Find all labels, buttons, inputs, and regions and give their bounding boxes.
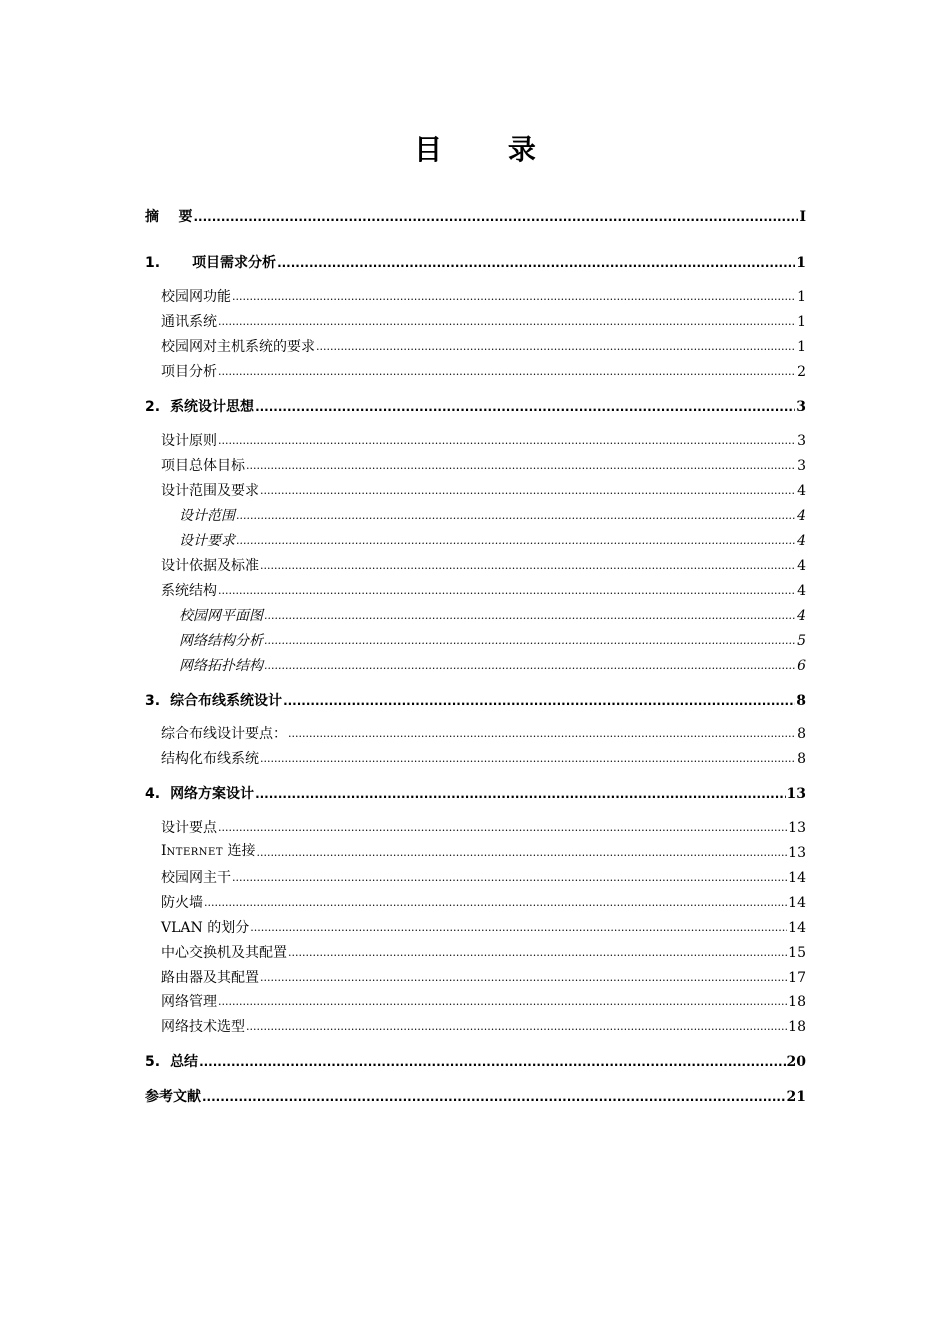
toc-dot-leader: [277, 254, 795, 272]
toc-entry-abstract[interactable]: [145, 204, 806, 226]
toc-entry[interactable]: [161, 553, 806, 575]
toc-page-number: 14: [788, 870, 806, 886]
toc-dot-leader: [236, 507, 796, 525]
toc-page-number: 18: [788, 994, 806, 1010]
toc-dot-leader: [264, 657, 796, 675]
toc-entry-label: 校园网对主机系统的要求: [161, 339, 315, 355]
toc-dot-leader: [199, 1053, 785, 1071]
toc-chapter-number: 2.: [145, 399, 161, 415]
toc-dot-leader: [218, 993, 787, 1011]
toc-entry[interactable]: [161, 428, 806, 450]
toc-dot-leader: [194, 208, 799, 226]
toc-entry-label: VLAN 的划分: [161, 920, 250, 936]
toc-entry[interactable]: [161, 890, 806, 912]
toc-entry-chapter-3[interactable]: [145, 688, 806, 710]
toc-entry[interactable]: [161, 334, 806, 356]
toc-page-number: 17: [788, 970, 806, 986]
toc-entry-label: 网络方案设计: [170, 786, 255, 802]
toc-entry-label: 结构化布线系统: [161, 751, 259, 767]
toc-dot-leader: [236, 532, 796, 550]
toc-page-number: 3: [797, 433, 806, 449]
toc-entry[interactable]: [161, 1014, 806, 1036]
toc-chapter-number: 1.: [145, 255, 161, 271]
toc-page-number: 6: [797, 658, 806, 674]
toc-page-number: 21: [786, 1089, 806, 1105]
toc-entry[interactable]: [161, 284, 806, 306]
toc-entry-label: 设计范围: [179, 508, 235, 524]
toc-subentry[interactable]: [179, 628, 806, 650]
toc-entry[interactable]: [161, 453, 806, 475]
toc-dot-leader: [218, 819, 787, 837]
toc-page-number: 1: [797, 339, 806, 355]
toc-entry[interactable]: [161, 359, 806, 381]
toc-entry-label: 网络结构分析: [179, 633, 263, 649]
toc-entry-chapter-2[interactable]: [145, 394, 806, 416]
toc-dot-leader: [255, 785, 785, 803]
toc-entry-label: 通讯系统: [161, 314, 217, 330]
toc-entry-internet[interactable]: [161, 840, 806, 862]
toc-entry-label: 总结: [170, 1054, 199, 1070]
toc-entry-label: 网络管理: [161, 994, 217, 1010]
toc-dot-leader: [246, 457, 796, 475]
toc-dot-leader: [260, 557, 796, 575]
toc-entry-label: 中心交换机及其配置: [161, 945, 287, 961]
toc-page-number: 8: [797, 726, 806, 742]
toc-dot-leader: [232, 288, 796, 306]
toc-chapter-number: 3.: [145, 693, 161, 709]
toc-label-tail: 连接: [223, 843, 256, 859]
toc-subentry[interactable]: [179, 528, 806, 550]
toc-dot-leader: [264, 607, 796, 625]
toc-page-number: 4: [797, 483, 806, 499]
toc-page-number: 13: [786, 786, 806, 802]
toc-dot-leader: [288, 725, 796, 743]
toc-page-number: 13: [788, 820, 806, 836]
toc-page-number: 8: [797, 751, 806, 767]
toc-entry-label: 综合布线设计要点：: [161, 726, 287, 742]
toc-page-number: 4: [797, 533, 806, 549]
toc-entry[interactable]: [161, 915, 806, 937]
toc-entry[interactable]: [161, 721, 806, 743]
toc-entry-label: 系统结构: [161, 583, 217, 599]
toc-dot-leader: [255, 398, 795, 416]
toc-subentry[interactable]: [179, 653, 806, 675]
toc-label-small-caps: NTERNET: [166, 847, 223, 858]
toc-dot-leader: [204, 894, 787, 912]
toc-entry-label: 项目需求分析: [192, 255, 277, 271]
toc-dot-leader: [260, 969, 787, 987]
toc-page-number: 14: [788, 895, 806, 911]
toc-entry-label: 摘 要: [145, 209, 193, 225]
toc-entry-label: 设计依据及标准: [161, 558, 259, 574]
toc-page-number: 1: [797, 314, 806, 330]
toc-entry-label: 系统设计思想: [170, 399, 255, 415]
toc-entry-references[interactable]: [145, 1084, 806, 1106]
toc-entry[interactable]: [161, 940, 806, 962]
toc-page-number: 4: [797, 583, 806, 599]
toc-page-number: 1: [797, 289, 806, 305]
toc-entry[interactable]: [161, 478, 806, 500]
toc-page-number: 3: [797, 458, 806, 474]
toc-entry-chapter-1[interactable]: [145, 250, 806, 272]
toc-dot-leader: [316, 338, 796, 356]
toc-label-first-letter: I: [161, 843, 167, 859]
toc-dot-leader: [283, 692, 795, 710]
toc-entry-label: 设计范围及要求: [161, 483, 259, 499]
toc-page-number: 4: [797, 508, 806, 524]
toc-entry[interactable]: [161, 815, 806, 837]
toc-dot-leader: [218, 363, 796, 381]
toc-page-number: 2: [797, 364, 806, 380]
toc-dot-leader: [288, 944, 787, 962]
toc-entry[interactable]: [161, 965, 806, 987]
toc-entry-label: 网络拓扑结构: [179, 658, 263, 674]
toc-page-number: 4: [797, 608, 806, 624]
toc-entry-label: 综合布线系统设计: [170, 693, 283, 709]
toc-page-number: 8: [796, 693, 806, 709]
toc-page-number: 5: [797, 633, 806, 649]
toc-dot-leader: [260, 482, 796, 500]
toc-dot-leader: [202, 1088, 786, 1106]
toc-chapter-number: 5.: [145, 1054, 161, 1070]
toc-page-number: 20: [786, 1054, 806, 1070]
toc-entry-chapter-5[interactable]: [145, 1049, 806, 1071]
toc-entry-label: 设计原则: [161, 433, 217, 449]
toc-dot-leader: [264, 632, 796, 650]
toc-page-number: 13: [788, 845, 806, 861]
toc-dot-leader: [232, 869, 787, 887]
toc-entry-label: 设计要求: [179, 533, 235, 549]
toc-dot-leader: [260, 750, 796, 768]
page-title: 目 录: [414, 133, 564, 166]
toc-page-number: I: [799, 209, 806, 225]
toc-entry-label: 校园网平面图: [179, 608, 263, 624]
toc-dot-leader: [250, 919, 787, 937]
toc-dot-leader: [218, 432, 796, 450]
toc-page-number: 3: [796, 399, 806, 415]
toc-entry-label: 项目分析: [161, 364, 217, 380]
toc-entry-label: 网络技术选型: [161, 1019, 245, 1035]
toc-entry[interactable]: [161, 989, 806, 1011]
toc-entry-label: 设计要点: [161, 820, 217, 836]
toc-entry-label: 参考文献: [145, 1089, 201, 1105]
toc-entry-label: 路由器及其配置: [161, 970, 259, 986]
toc-entry-label: 防火墙: [161, 895, 203, 911]
toc-page-number: 18: [788, 1019, 806, 1035]
toc-dot-leader: [218, 582, 796, 600]
toc-entry-label: 校园网主干: [161, 870, 231, 886]
toc-entry[interactable]: [161, 746, 806, 768]
toc-entry-chapter-4[interactable]: [145, 781, 806, 803]
toc-entry-label: 校园网功能: [161, 289, 231, 305]
toc-entry[interactable]: [161, 865, 806, 887]
toc-dot-leader: [246, 1018, 787, 1036]
toc-entry-label: [161, 842, 255, 862]
toc-page-number: 1: [796, 255, 806, 271]
toc-page-number: 4: [797, 558, 806, 574]
toc-page-number: 14: [788, 920, 806, 936]
toc-subentry[interactable]: [179, 503, 806, 525]
toc-subentry[interactable]: [179, 603, 806, 625]
toc-chapter-number: 4.: [145, 786, 161, 802]
toc-entry-label: 项目总体目标: [161, 458, 245, 474]
toc-entry[interactable]: [161, 309, 806, 331]
toc-page-number: 15: [788, 945, 806, 961]
toc-dot-leader: [256, 844, 787, 862]
toc-entry[interactable]: [161, 578, 806, 600]
toc-dot-leader: [218, 313, 796, 331]
